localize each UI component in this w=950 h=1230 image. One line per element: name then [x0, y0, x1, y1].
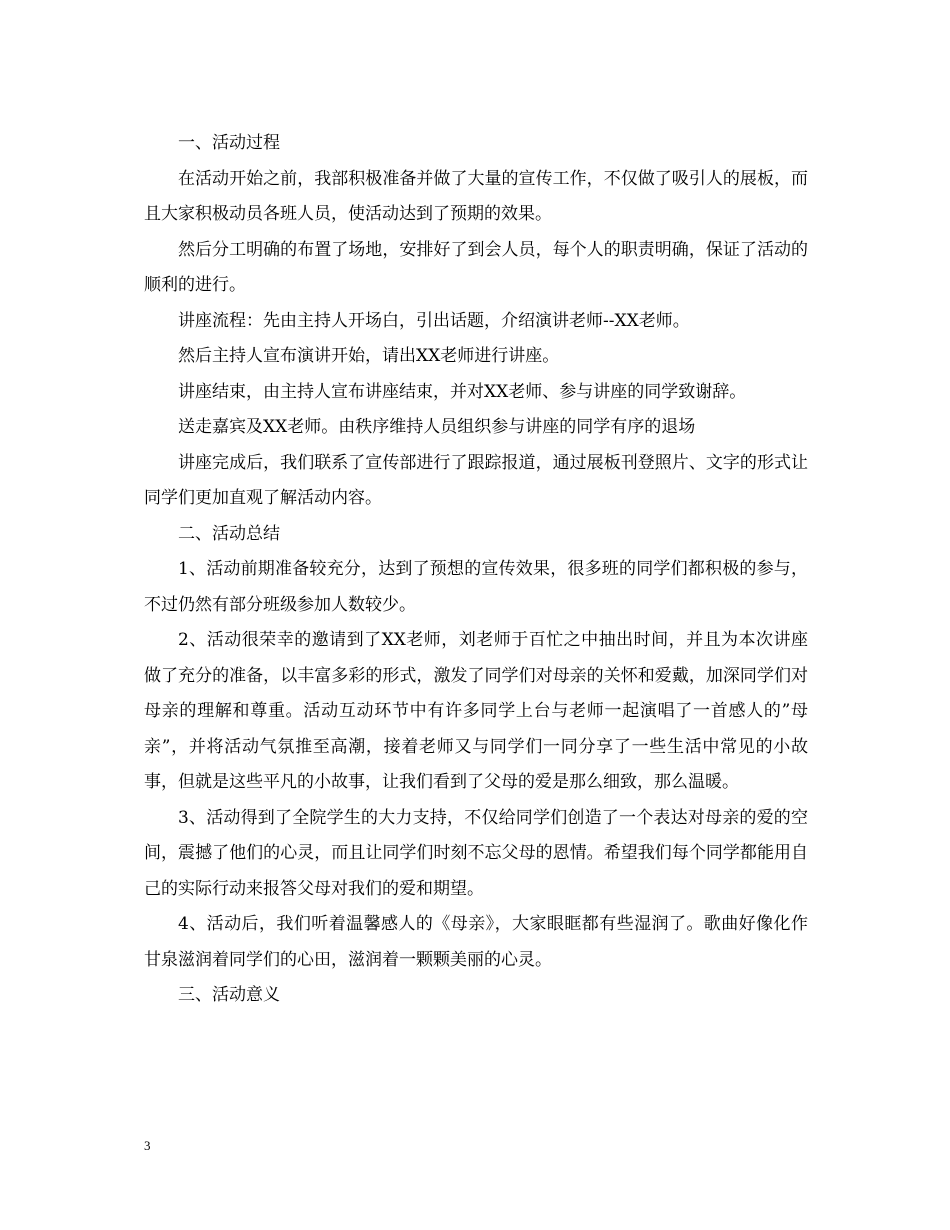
section-heading-summary: 二、活动总结 [178, 523, 280, 544]
summary-item-4: 4、活动后，我们听着温馨感人的《母亲》，大家眼眶都有些湿润了。歌曲好像化作甘泉滋润着同学们的心田，滋润着一颗颗美丽的心灵。 [144, 914, 808, 970]
document-body [144, 126, 808, 1014]
paragraph-farewell: 送走嘉宾及XX老师。由秩序维持人员组织参与讲座的同学有序的退场 [178, 417, 696, 437]
section-heading-significance: 三、活动意义 [178, 985, 280, 1005]
page-number: 3 [144, 1138, 151, 1153]
summary-item-2: 2、活动很荣幸的邀请到了XX老师，刘老师于百忙之中抽出时间，并且为本次讲座做了充分的准备，以丰富多彩的形式，激发了同学们对母亲的关怀和爱戴，加深同学们对母亲的理解和尊重。活动互动环节中有许多同学上台与老师一起演唱了一首感人的”母亲”，并将活动气氛推至高潮，接着老师又与同学们一同分享了一些生活中常见的小故事，但就是这些平凡的小故事，让我们看到了父母的爱是那么细致，那么温暖。 [144, 630, 808, 792]
paragraph-venue-arrangement: 然后分工明确的布置了场地，安排好了到会人员，每个人的职责明确，保证了活动的顺利的进行。 [144, 239, 808, 295]
section-heading-process: 一、活动过程 [178, 133, 280, 153]
paragraph-preparation: 在活动开始之前，我部积极准备并做了大量的宣传工作，不仅做了吸引人的展板，而且大家积极动员各班人员，使活动达到了预期的效果。 [144, 168, 808, 224]
summary-item-1: 1、活动前期准备较充分，达到了预想的宣传效果，很多班的同学们都积极的参与，不过仍然有部分班级参加人数较少。 [144, 559, 808, 615]
paragraph-lecture-end: 讲座结束，由主持人宣布讲座结束，并对XX老师、参与讲座的同学致谢辞。 [178, 381, 747, 402]
paragraph-lecture-start: 然后主持人宣布演讲开始，请出XX老师进行讲座。 [178, 346, 560, 366]
summary-item-3: 3、活动得到了全院学生的大力支持，不仅给同学们创造了一个表达对母亲的爱的空间，震撼了他们的心灵，而且让同学们时刻不忘父母的恩情。希望我们每个同学都能用自己的实际行动来报答父母对我们的爱和期望。 [144, 807, 808, 899]
paragraph-lecture-flow: 讲座流程：先由主持人开场白，引出话题，介绍演讲老师--XX老师。 [178, 310, 690, 331]
paragraph-follow-up-report: 讲座完成后，我们联系了宣传部进行了跟踪报道，通过展板刊登照片、文字的形式让同学们更加直观了解活动内容。 [144, 452, 808, 508]
